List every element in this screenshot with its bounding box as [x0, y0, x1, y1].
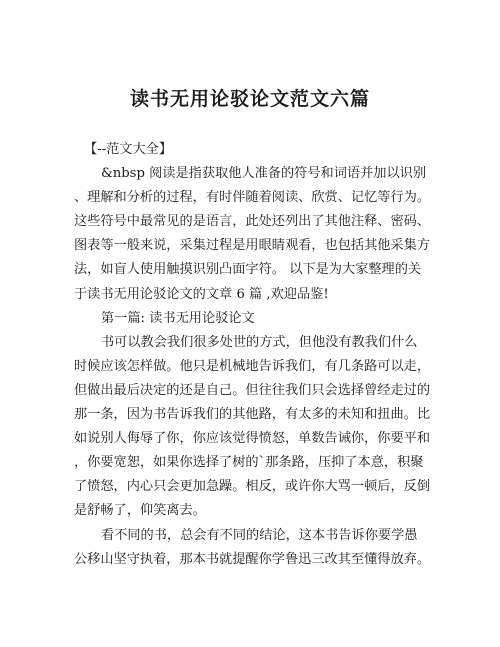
paragraph-line: 了愤怒，内心只会更加急躁。相反，或许你大骂一顿后，反倒: [74, 479, 431, 495]
paragraph-line: 书可以教会我们很多处世的方式，但他没有教我们什么: [101, 334, 418, 350]
paragraph-line: 公移山坚守执着，那本书就提醒你学鲁迅三改其至懂得放弃。: [74, 551, 431, 567]
paragraph-line: 法，如盲人使用触摸识别凸面字符。 以下是为大家整理的关: [74, 262, 422, 278]
paragraph-line: 看不同的书，总会有不同的结论，这本书告诉你要学愚: [101, 527, 418, 543]
document-title: 读书无用论驳论文范文六篇: [129, 88, 370, 110]
paragraph-line: 时候应该怎样做。他只是机械地告诉我们，有几条路可以走，: [74, 358, 431, 374]
document-body: [74, 138, 430, 572]
paragraph-line: &nbsp 阅读是指获取他人准备的符号和词语并加以识别: [101, 166, 427, 182]
section-heading: 第一篇: 读书无用论驳论文: [101, 310, 255, 326]
paragraph-line: 、理解和分析的过程，有时伴随着阅读、欣赏、记忆等行为。: [74, 190, 431, 206]
paragraph-line: 那一条，因为书告诉我们的其他路，有太多的未知和扭曲。比: [74, 407, 431, 423]
paragraph-line: 是舒畅了，仰笑离去。: [74, 503, 206, 519]
paragraph-line: 但做出最后决定的还是自己。但往往我们只会选择曾经走过的: [74, 382, 431, 398]
category-tag: 【--范文大全】: [84, 142, 173, 157]
paragraph-line: 于读书无用论驳论文的文章 6 篇 ,欢迎品鉴!: [74, 286, 329, 302]
paragraph-line: 图表等一般来说，采集过程是用眼睛观看，也包括其他采集方: [74, 238, 431, 254]
paragraph-line: ，你要宽恕，如果你选择了树的`那条路，压抑了本意，积聚: [74, 455, 424, 471]
paragraph-line: 如说别人侮辱了你，你应该觉得愤怒，单数告诫你，你要平和: [74, 431, 431, 447]
paragraph-line: 这些符号中最常见的是语言，此处还列出了其他注释、密码、: [74, 214, 431, 230]
